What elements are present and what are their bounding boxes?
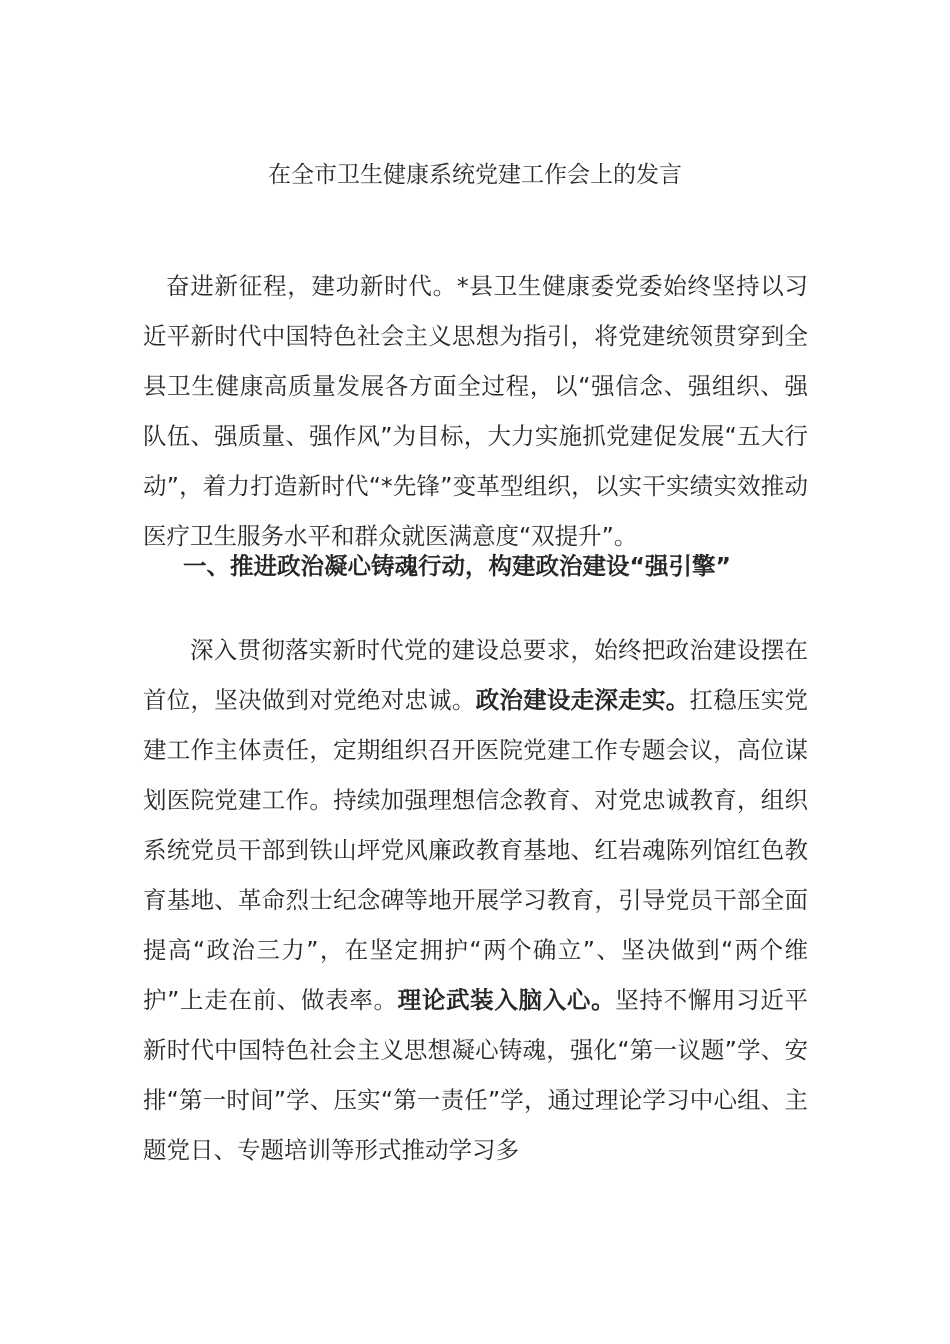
bold-subheading-theory-armament: 理论武装入脑入心。 <box>397 986 616 1014</box>
paragraph-text: 扛稳压实党建工作主体责任，定期组织召开医院党建工作专题会议，高位谋划医院党建工作。持续加强理想信念教育、对党忠诚教育，组织系统党员干部到铁山坪党风廉政教育基地、红岩魂陈列馆红色教育基地、革命烈士纪念碑等地开展学习教育，引导党员干部全面提高“政治三力”，在坚定拥护“两个确立”、坚决做到“两个维护”上走在前、做表率。 <box>143 686 809 1014</box>
section-heading-1: 一、推进政治凝心铸魂行动，构建政治建设“强引擎” <box>183 552 731 580</box>
paragraph-text: 坚持不懈用习近平新时代中国特色社会主义思想凝心铸魂，强化“第一议题”学、安排“第一时间”学、压实“第一责任”学，通过理论学习中心组、主题党日、专题培训等形式推动学习多 <box>143 986 808 1164</box>
intro-paragraph: 奋进新征程，建功新时代。*县卫生健康委党委始终坚持以习近平新时代中国特色社会主义思想为指引，将党建统领贯穿到全县卫生健康高质量发展各方面全过程，以“强信念、强组织、强队伍、强质量、强作风”为目标，大力实施抓党建促发展“五大行动”，着力打造新时代“*先锋”变革型组织，以实干实绩实效推动医疗卫生服务水平和群众就医满意度“双提升”。 <box>143 272 808 550</box>
bold-subheading-political-building: 政治建设走深走实。 <box>475 686 690 714</box>
document-title: 在全市卫生健康系统党建工作会上的发言 <box>268 162 682 188</box>
paragraph-text: 深入贯彻落实新时代党的建设总要求，始终把政治建设摆在首位，坚决做到对党绝对忠诚。 <box>143 636 808 714</box>
section-1-paragraph <box>143 625 808 1175</box>
